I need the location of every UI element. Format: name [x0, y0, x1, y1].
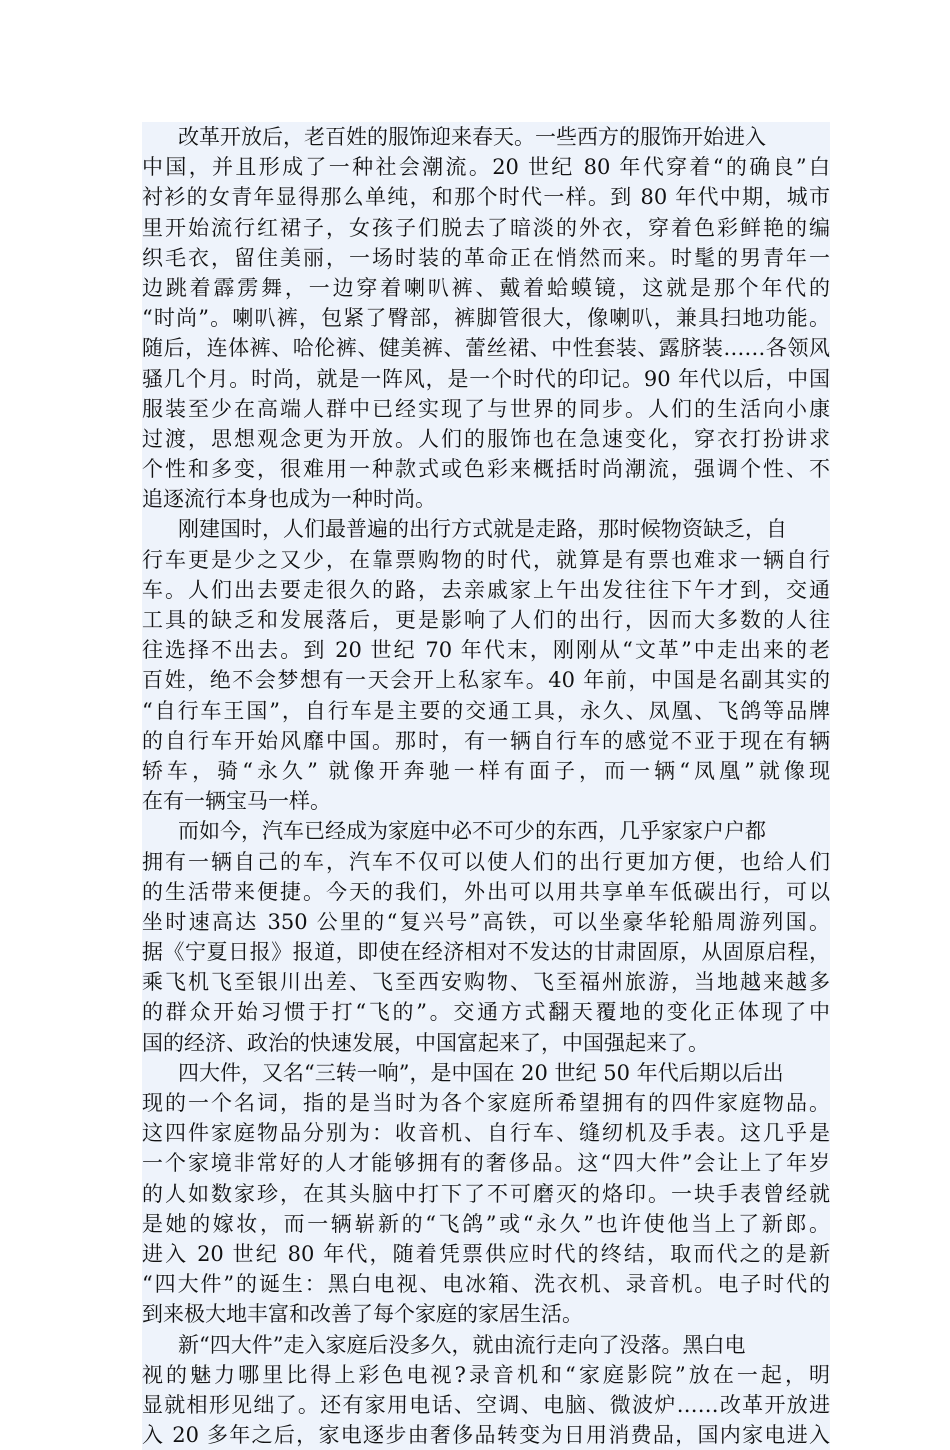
text-line: “四大件”的诞生：黑白电视、电冰箱、洗衣机、录音机。电子时代的 — [142, 1272, 830, 1297]
text-line: “自行车王国”，自行车是主要的交通工具，永久、凤凰、飞鸽等品牌 — [142, 698, 830, 723]
text-line: 里开始流行红裙子，女孩子们脱去了暗淡的外衣，穿着色彩鲜艳的编 — [142, 215, 830, 240]
text-line: 刚建国时，人们最普遍的出行方式就是走路，那时候物资缺乏，自 — [178, 517, 787, 542]
text-line: 的自行车开始风靡中国。那时，有一辆自行车的感觉不亚于现在有辆 — [142, 728, 830, 753]
text-line: 往选择不出去。到 20 世纪 70 年代末，刚刚从“文革”中走出来的老 — [142, 638, 830, 663]
text-line: “时尚”。喇叭裤，包紧了臀部，裤脚管很大，像喇叭，兼具扫地功能。 — [142, 306, 830, 331]
text-line: 个性和多变，很难用一种款式或色彩来概括时尚潮流，强调个性、不 — [142, 457, 830, 482]
body-text — [142, 122, 830, 1450]
text-line: 中国，并且形成了一种社会潮流。20 世纪 80 年代穿着“的确良”白 — [142, 155, 830, 180]
text-line: 骚几个月。时尚，就是一阵风，是一个时代的印记。90 年代以后，中国 — [142, 366, 830, 391]
text-line: 一个家境非常好的人才能够拥有的奢侈品。这“四大件”会让上了年岁 — [142, 1151, 830, 1176]
text-line: 进入 20 世纪 80 年代，随着凭票供应时代的终结，取而代之的是新 — [142, 1241, 830, 1266]
text-line: 百姓，绝不会梦想有一天会开上私家车。40 年前，中国是名副其实的 — [142, 668, 830, 693]
text-line: 是她的嫁妆，而一辆崭新的“飞鸽”或“永久”也许使他当上了新郎。 — [142, 1211, 830, 1236]
text-line: 现的一个名词，指的是当时为各个家庭所希望拥有的四件家庭物品。 — [142, 1091, 830, 1115]
text-line: 工具的缺乏和发展落后，更是影响了人们的出行，因而大多数的人往 — [142, 608, 830, 632]
text-line: 车。人们出去要走很久的路，去亲戚家上午出发往往下午才到，交通 — [142, 577, 830, 602]
text-line: 的群众开始习惯于打“飞的”。交通方式翻天覆地的变化正体现了中 — [142, 1000, 830, 1025]
text-line: 行车更是少之又少，在靠票购物的时代，就算是有票也难求一辆自行 — [142, 547, 830, 572]
text-line: 这四件家庭物品分别为：收音机、自行车、缝纫机及手表。这几乎是 — [142, 1121, 830, 1146]
text-line: 追逐流行本身也成为一种时尚。 — [142, 487, 436, 512]
text-line: 入 20 多年之后，家电逐步由奢侈品转变为日用消费品，国内家电进入 — [142, 1423, 830, 1448]
text-line: 在有一辆宝马一样。 — [142, 789, 331, 814]
text-line: 视的魅力哪里比得上彩色电视?录音机和“家庭影院”放在一起，明 — [142, 1362, 830, 1387]
text-line: 的人如数家珍，在其头脑中打下了不可磨灭的烙印。一块手表曾经就 — [142, 1181, 830, 1206]
text-line: 改革开放后，老百姓的服饰迎来春天。一些西方的服饰开始进入 — [178, 125, 766, 149]
text-line: 到来极大地丰富和改善了每个家庭的家居生活。 — [142, 1302, 583, 1327]
text-line: 织毛衣，留住美丽，一场时装的革命正在悄然而来。时髦的男青年一 — [142, 245, 830, 270]
text-line: 显就相形见绌了。还有家用电话、空调、电脑、微波炉……改革开放进 — [142, 1392, 830, 1417]
text-line: 据《宁夏日报》报道，即使在经济相对不发达的甘肃固原，从固原启程， — [142, 940, 830, 965]
text-line: 边跳着霹雳舞，一边穿着喇叭裤、戴着蛤蟆镜，这就是那个年代的 — [142, 275, 830, 300]
text-line: 拥有一辆自己的车，汽车不仅可以使人们的出行更加方便，也给人们 — [142, 849, 830, 874]
text-line: 的生活带来便捷。今天的我们，外出可以用共享单车低碳出行，可以 — [142, 879, 830, 904]
text-line: 过渡，思想观念更为开放。人们的服饰也在急速变化，穿衣打扮讲求 — [142, 426, 830, 451]
text-line: 新“四大件”走入家庭后没多久，就由流行走向了没落。黑白电 — [178, 1332, 746, 1357]
text-line: 衬衫的女青年显得那么单纯，和那个时代一样。到 80 年代中期，城市 — [142, 185, 830, 210]
text-line: 乘飞机飞至银川出差、飞至西安购物、飞至福州旅游，当地越来越多 — [142, 970, 830, 995]
text-line: 轿车，骑“永久” 就像开奔驰一样有面子，而一辆“凤凰”就像现 — [142, 758, 830, 783]
text-line: 四大件，又名“三转一响”，是中国在 20 世纪 50 年代后期以后出 — [178, 1060, 784, 1085]
text-line: 服装至少在高端人群中已经实现了与世界的同步。人们的生活向小康 — [142, 396, 830, 421]
text-line: 坐时速高达 350 公里的“复兴号”高铁，可以坐豪华轮船周游列国。 — [142, 909, 830, 934]
text-line: 国的经济、政治的快速发展，中国富起来了，中国强起来了。 — [142, 1030, 709, 1055]
text-line: 而如今，汽车已经成为家庭中必不可少的东西，几乎家家户户都 — [178, 819, 766, 844]
text-line: 随后，连体裤、哈伦裤、健美裤、蕾丝裙、中性套装、露脐装……各领风 — [142, 336, 830, 361]
